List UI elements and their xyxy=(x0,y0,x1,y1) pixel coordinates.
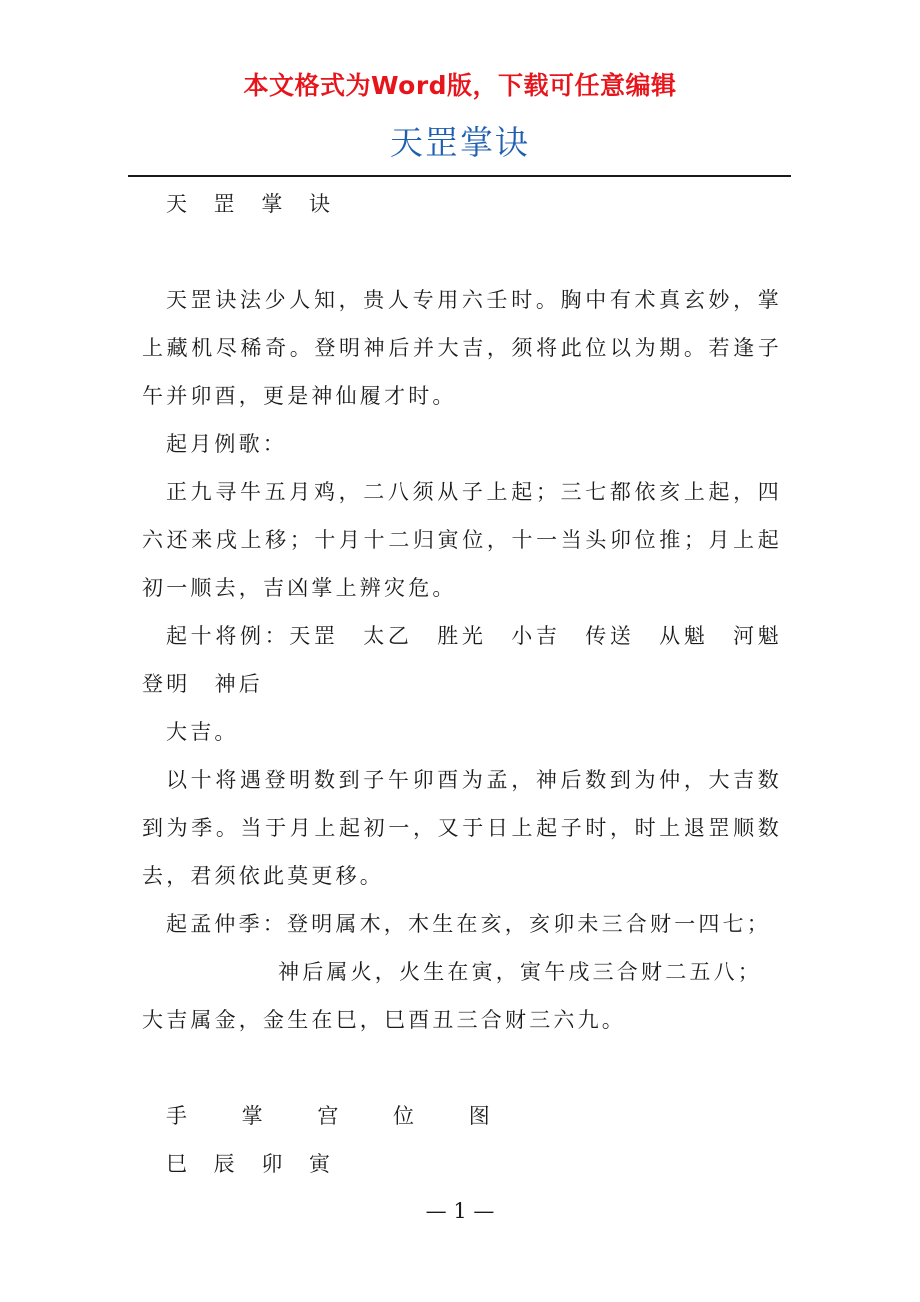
paragraph-meng-zhong-ji: 以十将遇登明数到子午卯酉为孟，神后数到为仲，大吉数到为季。当于月上起初一，又于日上起子时，时上退罡顺数去，君须依此莫更移。 xyxy=(142,768,782,888)
paragraph-verse: 天罡诀法少人知，贵人专用六壬时。胸中有术真玄妙，掌上藏机尽稀奇。登明神后并大吉，须将此位以为期。若逢子午并卯酉，更是神仙履才时。 xyxy=(142,288,782,408)
document-title: 天罡掌诀 xyxy=(390,123,530,162)
paragraph-month-song-label: 起月例歌： xyxy=(166,432,287,456)
blank-line xyxy=(142,228,782,276)
palm-branches-row: 巳 辰 卯 寅 xyxy=(166,1152,341,1176)
paragraph-da-ji: 大吉。 xyxy=(166,720,239,744)
blank-line xyxy=(142,1044,782,1092)
paragraph-da-ji-metal: 大吉属金，金生在巳，巳酉丑三合财三六九。 xyxy=(142,1008,626,1032)
paragraph-month-song: 正九寻牛五月鸡，二八须从子上起；三七都依亥上起，四六还来戌上移；十月十二归寅位，十一当头卯位推；月上起初一顺去，吉凶掌上辨灾危。 xyxy=(142,480,782,600)
section-palm-diagram-heading: 手 掌 宫 位 图 xyxy=(166,1104,514,1128)
paragraph-shen-hou: 神后属火，火生在寅，寅午戌三合财二五八； xyxy=(278,960,762,984)
paragraph-ten-generals: 起十将例：天罡 太乙 胜光 小吉 传送 从魁 河魁 登明 神后 xyxy=(142,624,807,696)
page-number: — 1 — xyxy=(425,1199,495,1223)
paragraph-qi-meng-zhong-ji: 起孟仲季：登明属木，木生在亥，亥卯未三合财一四七； xyxy=(166,912,771,936)
document-body xyxy=(142,180,807,1188)
header-divider xyxy=(128,175,791,177)
format-notice: 本文格式为Word版，下载可任意编辑 xyxy=(243,71,677,100)
section-heading: 天 罡 掌 诀 xyxy=(166,192,341,216)
